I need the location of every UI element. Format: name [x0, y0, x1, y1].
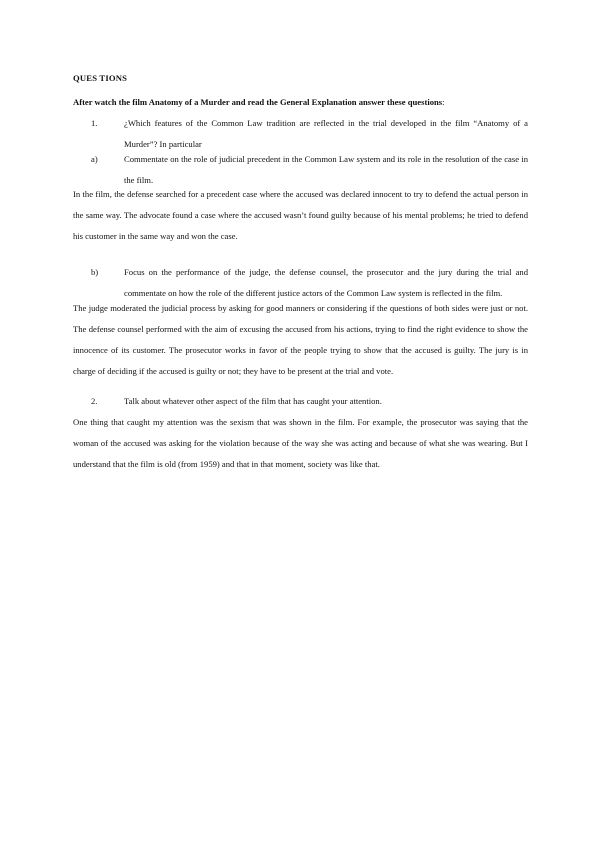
answer-a: In the film, the defense searched for a precedent case where the accused was declared innocent to try to defend the actual person in the same way. The advocate found a case where the accused wasn’t found guilty because of his mental problems; he tried to defend his customer in the same way and won the case. — [73, 189, 528, 241]
question-1-text: ¿Which features of the Common Law tradition are reflected in the trial developed in the film “Anatomy of a Murder”? In particular — [124, 118, 528, 149]
answer-2: One thing that caught my attention was the sexism that was shown in the film. For example, the prosecutor was saying that the woman of the accused was asking for the violation because of the way she was acting and because of what she was wearing. But I understand that the film is old (from 1959) and that in that moment, society was like that. — [73, 417, 528, 469]
question-a-text: Commentate on the role of judicial precedent in the Common Law system and its role in the resolution of the case in the film. — [124, 154, 528, 185]
question-b-marker: b) — [91, 267, 99, 277]
question-b-text: Focus on the performance of the judge, the defense counsel, the prosecutor and the jury during the trial and commentate on how the role of the different justice actors of the Common Law system is reflected in the film. — [124, 267, 528, 298]
answer-b: The judge moderated the judicial process by asking for good manners or considering if the questions of both sides were just or not. The defense counsel performed with the aim of excusing the accused from his actions, trying to find the right evidence to show the innocence of its customer. The prosecutor works in favor of the people trying to show that the accused is guilty. The jury is in charge of deciding if the accused is guilty or not; they have to be present at the trial and vote. — [73, 303, 528, 376]
question-a-marker: a) — [91, 154, 98, 164]
page-heading: QUES TIONS — [73, 73, 128, 83]
question-2-text: Talk about whatever other aspect of the film that has caught your attention. — [124, 396, 382, 406]
instructions — [73, 92, 528, 113]
question-1-marker: 1. — [91, 118, 98, 128]
instructions-bold: After watch the film Anatomy of a Murder and read the General Explanation answer these questions — [73, 97, 443, 107]
instructions-colon: : — [442, 97, 445, 107]
question-2-marker: 2. — [91, 396, 98, 406]
